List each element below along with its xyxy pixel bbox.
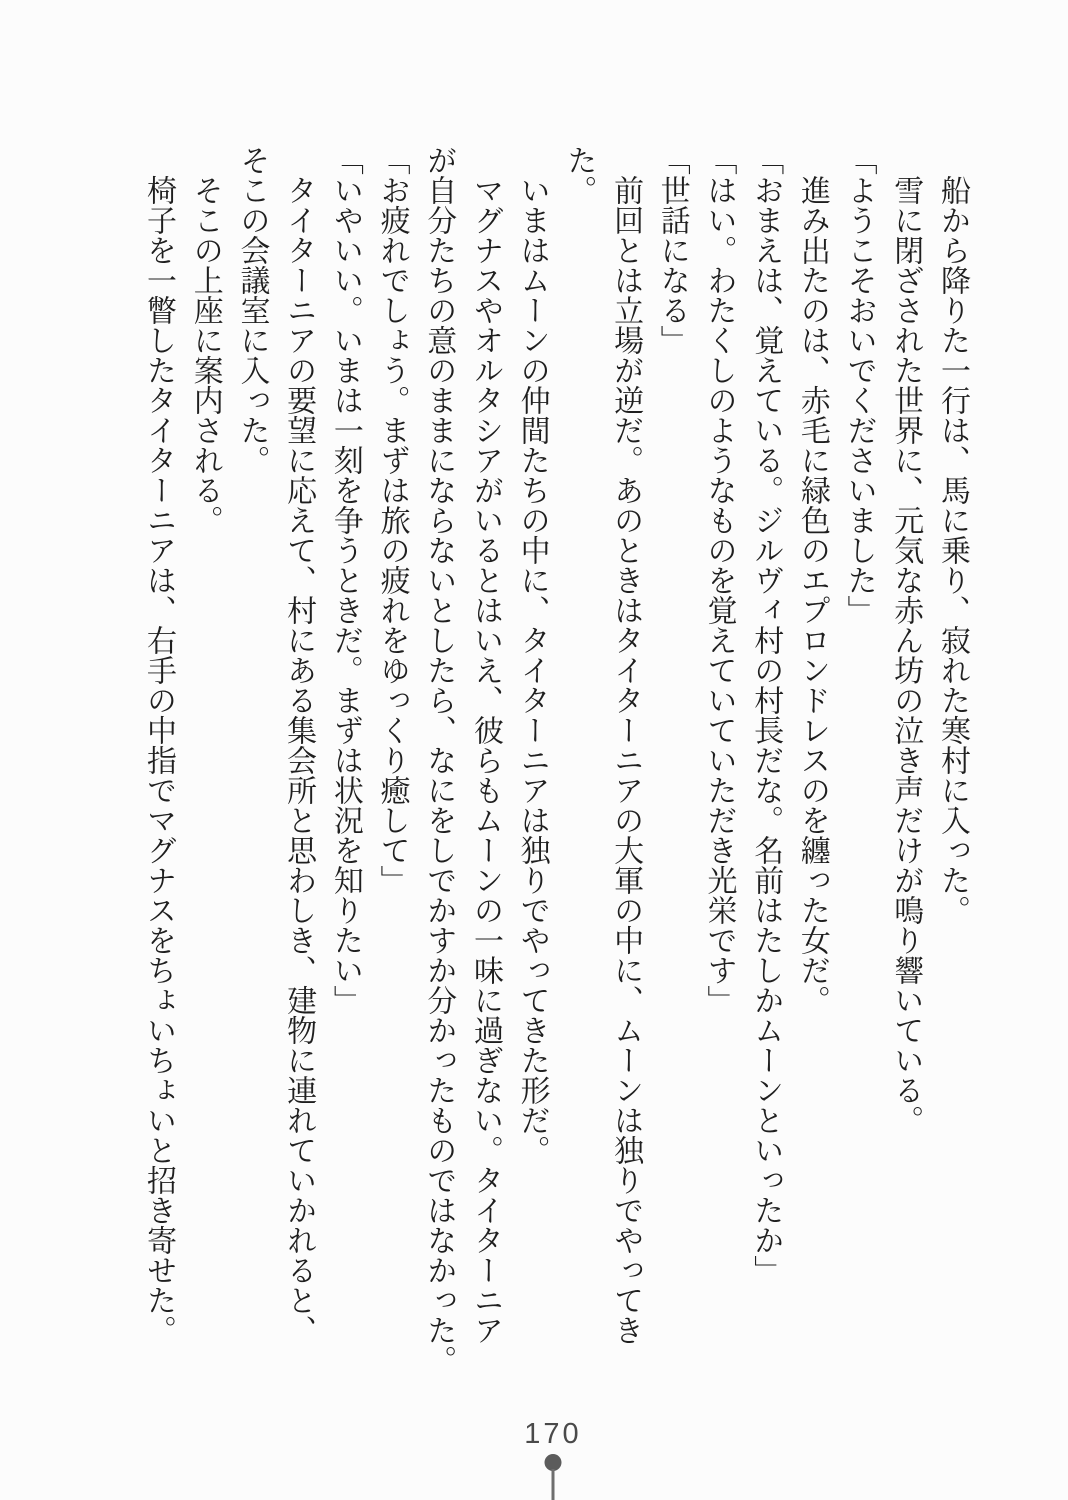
text-line: た。 [562, 145, 596, 205]
text-line: いまはムーンの仲間たちの中に、タイターニアは独りでやってきた形だ。 [515, 175, 549, 1165]
page-number: 170 [524, 1418, 582, 1450]
text-line: そこの上座に案内される。 [188, 175, 222, 535]
text-line: 「お疲れでしょう。まずは旅の疲れをゆっくり癒して」 [375, 145, 409, 895]
text-line: 「はい。わたくしのようなものを覚えていていただき光栄です」 [702, 145, 736, 1015]
text-line: 椅子を一瞥したタイターニアは、右手の中指でマグナスをちょいちょいと招き寄せた。 [142, 175, 176, 1345]
text-line: マグナスやオルタシアがいるとはいえ、彼らもムーンの一味に過ぎない。タイターニア [468, 175, 502, 1345]
body-text [134, 145, 975, 1375]
footer-line [552, 1469, 555, 1500]
text-line: 船から降りた一行は、馬に乗り、寂れた寒村に入った。 [936, 175, 969, 925]
text-line: そこの会議室に入った。 [235, 145, 269, 475]
text-line: 「世話になる」 [655, 145, 689, 355]
text-line: 「いやいい。いまは一刻を争うときだ。まずは状況を知りたい」 [328, 145, 362, 1015]
text-line: 「おまえは、覚えている。ジルヴィ村の村長だな。名前はたしかムーンといったか」 [749, 145, 783, 1285]
text-line: タイターニアの要望に応えて、村にある集会所と思わしき、建物に連れていかれると、 [282, 175, 316, 1345]
text-line: 「ようこそおいでくださいました」 [842, 145, 876, 625]
text-line: 雪に閉ざされた世界に、元気な赤ん坊の泣き声だけが鳴り響いている。 [889, 175, 923, 1135]
text-line: 前回とは立場が逆だ。あのときはタイターニアの大軍の中に、ムーンは独りでやってき [609, 175, 643, 1345]
text-line: 進み出たのは、赤毛に緑色のエプロンドレスのを纏った女だ。 [795, 175, 829, 1015]
text-line: が自分たちの意のままにならないとしたら、なにをしでかすか分かったものではなかった。 [422, 145, 456, 1375]
